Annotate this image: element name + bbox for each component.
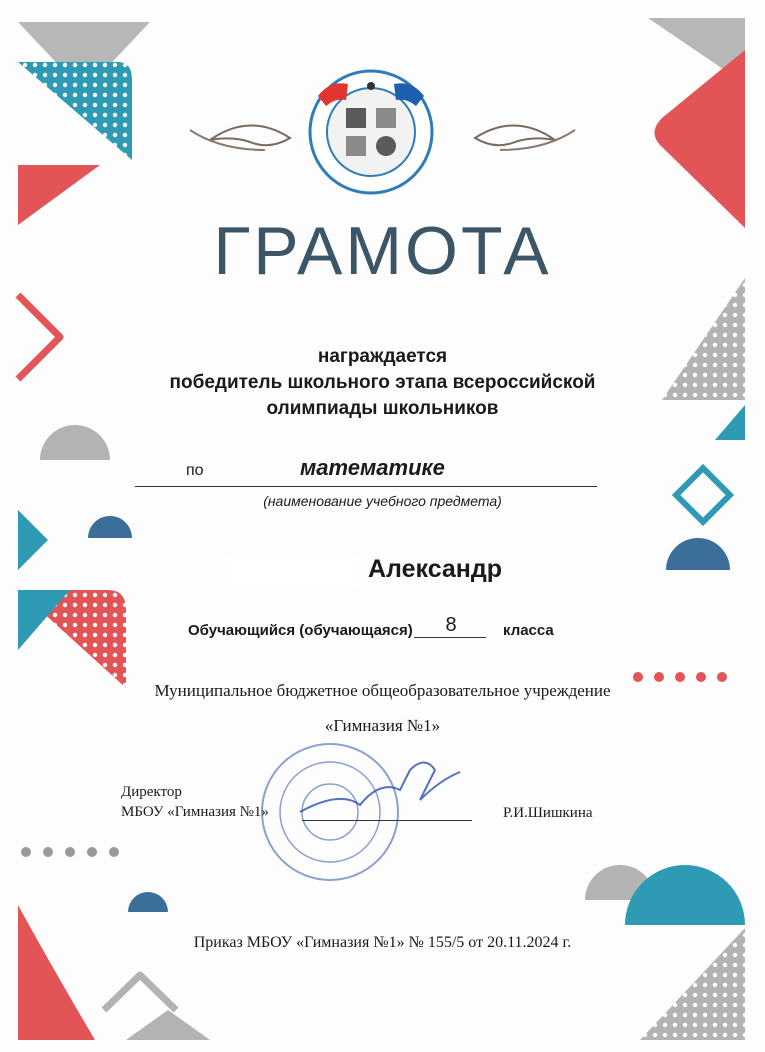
olympiad-emblem — [190, 71, 575, 193]
subject-underline — [135, 486, 597, 487]
red-large-shape — [654, 50, 745, 228]
navy-semicircle-right — [666, 538, 730, 570]
subject-prefix: по — [186, 462, 204, 479]
award-line-2: победитель школьного этапа всероссийской — [169, 372, 596, 393]
director-name: Р.И.Шишкина — [503, 805, 593, 821]
school-name: «Гимназия №1» — [324, 716, 441, 735]
grade-value: 8 — [445, 614, 457, 636]
signature-line — [302, 820, 472, 821]
stamp — [262, 744, 398, 880]
award-line-3: олимпиады школьников — [266, 398, 499, 419]
recipient-name: Александр — [368, 555, 503, 583]
red-bottom-shape — [18, 905, 95, 1040]
school-type: Муниципальное бюджетное общеобразовательное учреждение — [154, 681, 611, 700]
student-label: Обучающийся (обучающаяся) — [188, 622, 413, 639]
director-org: МБОУ «Гимназия №1» — [121, 804, 269, 820]
director-title: Директор — [121, 784, 182, 800]
subject-value: математике — [300, 455, 445, 480]
gray-semicircle — [40, 425, 110, 460]
award-line-1: награждается — [317, 346, 448, 367]
certificate-title: ГРАМОТА — [213, 213, 552, 289]
redacted-surname — [226, 558, 359, 590]
award-text — [0, 344, 765, 422]
gray-dots-row — [21, 847, 31, 857]
navy-semicircle — [88, 516, 132, 538]
grade-underline — [414, 637, 486, 638]
class-label: класса — [503, 622, 554, 639]
order-reference: Приказ МБОУ «Гимназия №1» № 155/5 от 20.11.2024 г. — [193, 934, 572, 951]
subject-hint: (наименование учебного предмета) — [263, 493, 502, 509]
